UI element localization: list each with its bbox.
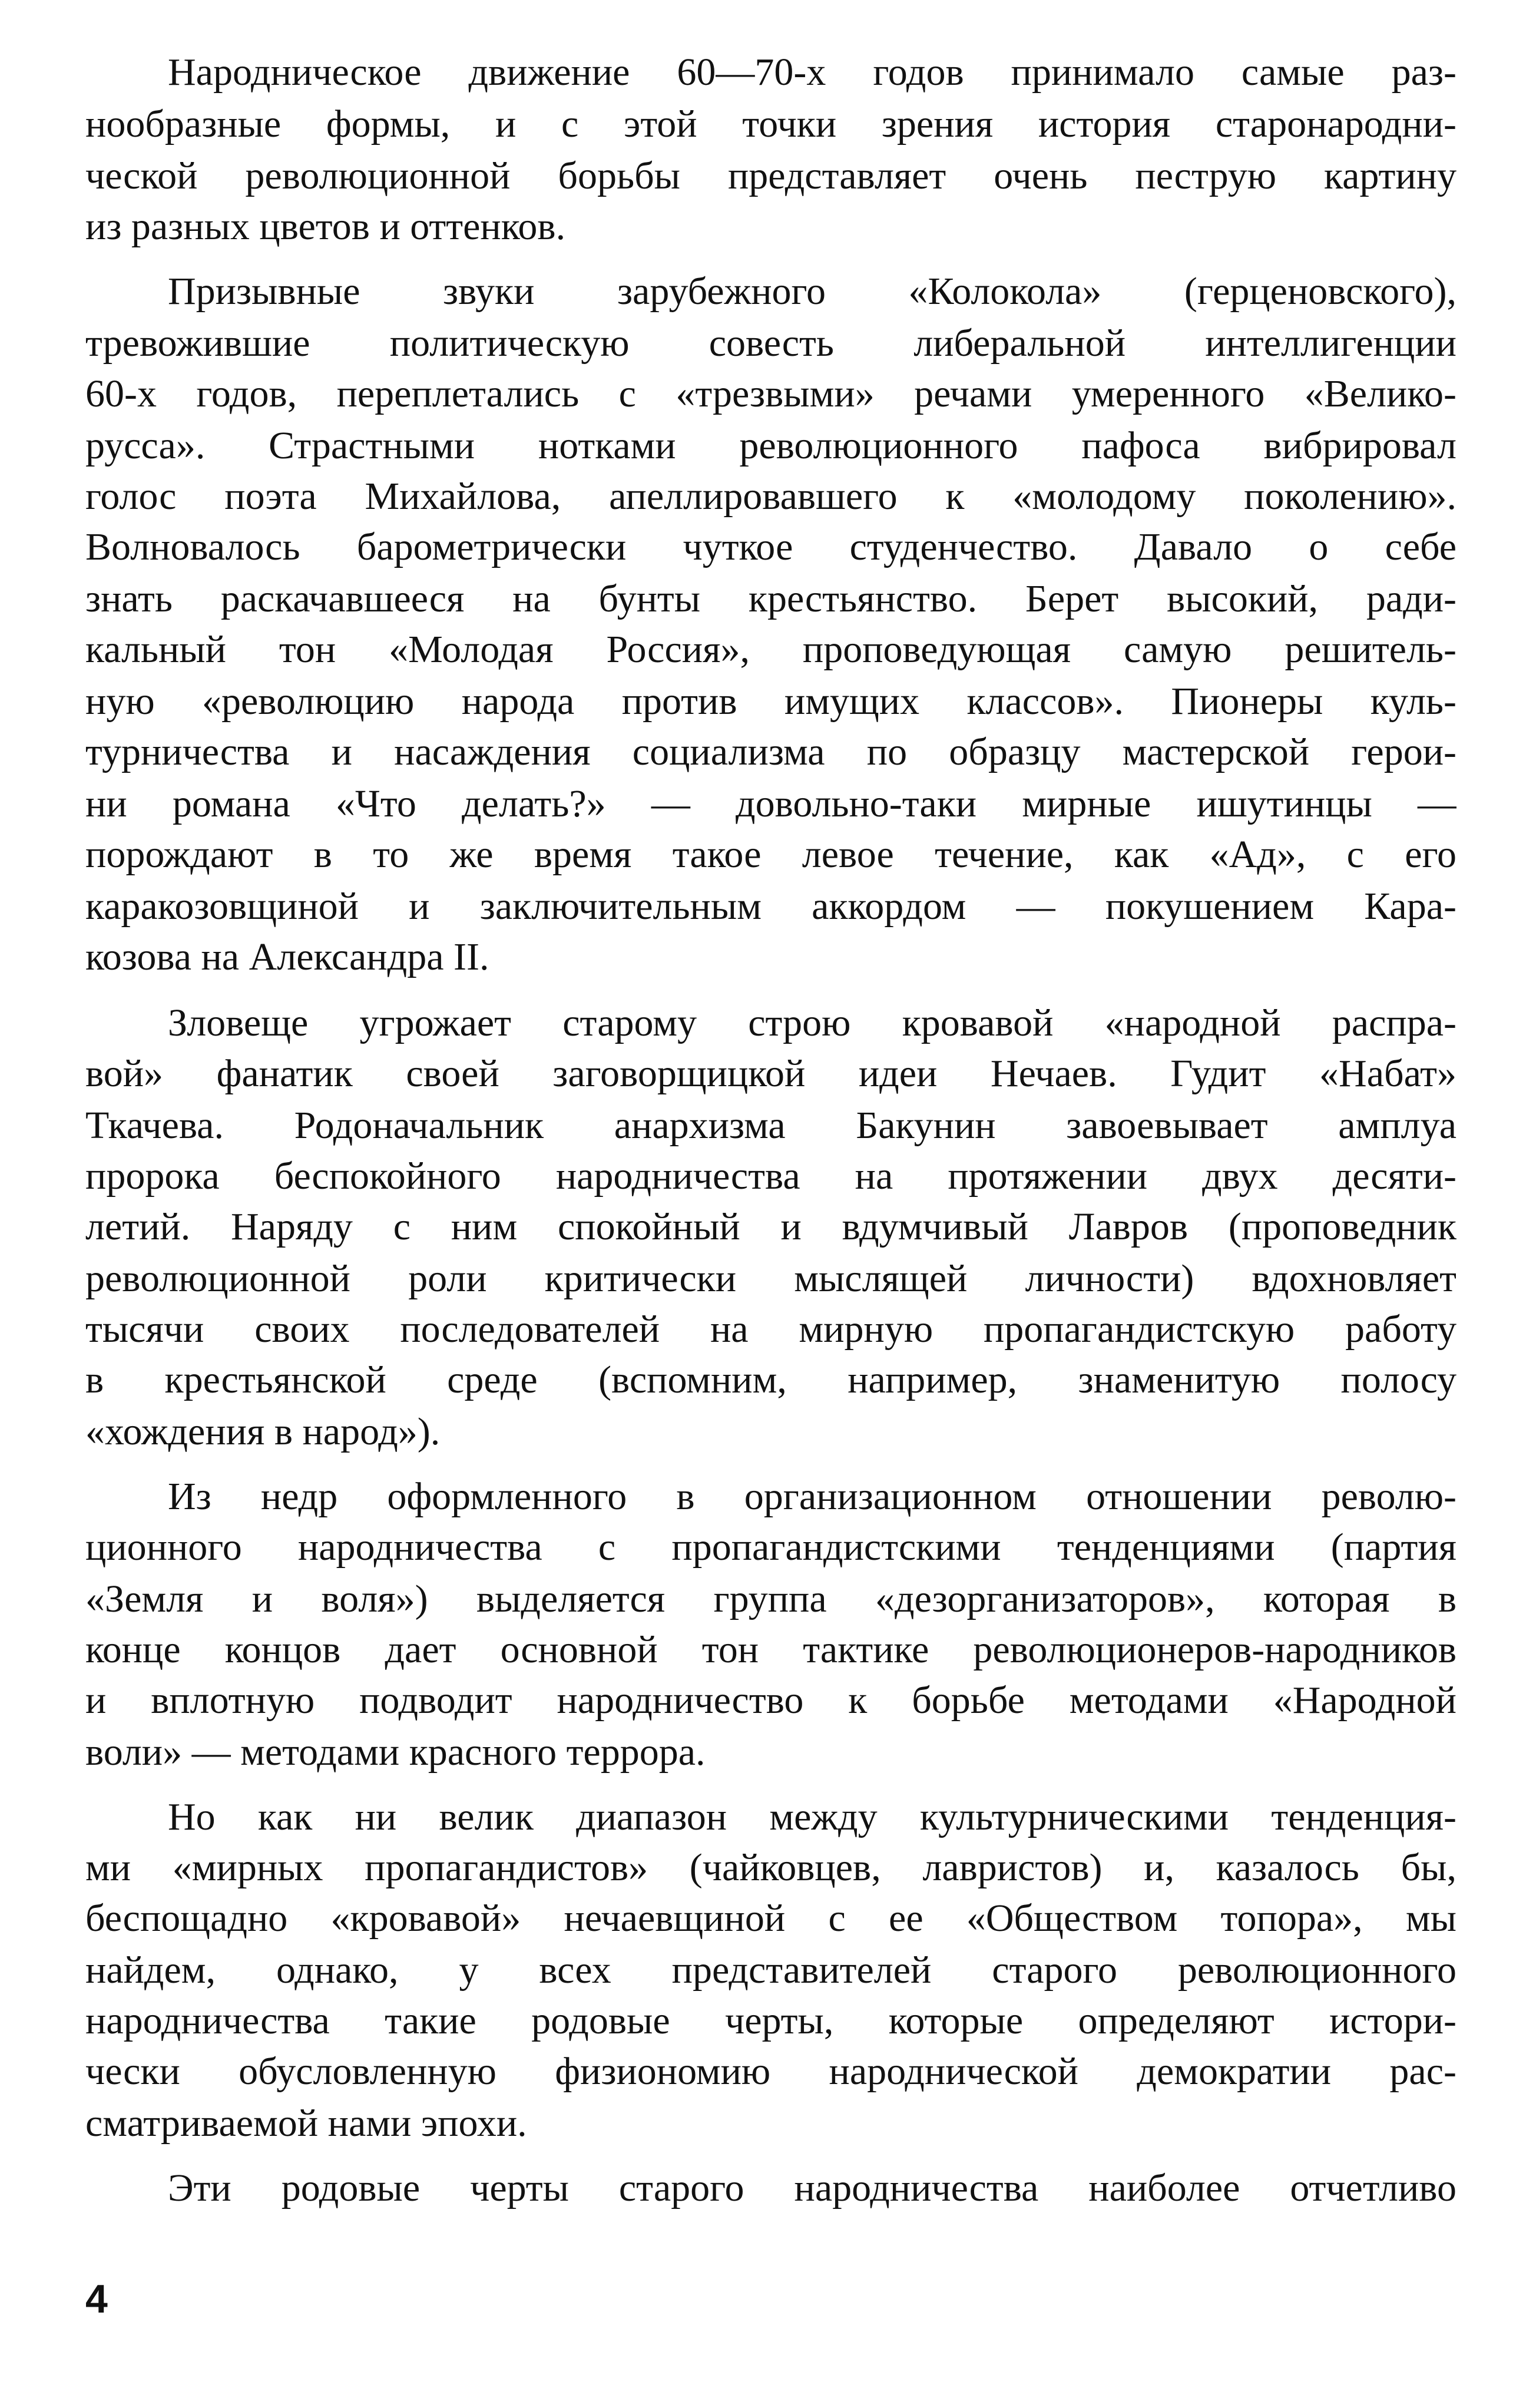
text-line: нообразные формы, и с этой точки зрения история старонародни- — [85, 102, 1456, 145]
text-line: найдем, однако, у всех представителей старого революционного — [85, 1949, 1456, 1992]
text-line: тревожившие политическую совесть либеральной интеллигенции — [85, 322, 1456, 365]
text-line: турничества и насаждения социализма по образцу мастерской герои- — [85, 730, 1456, 773]
text-line: Народническое движение 60—70-х годов принимало самые раз- — [168, 51, 1456, 94]
text-line: ционного народничества с пропагандистскими тенденциями (партия — [85, 1526, 1456, 1569]
text-line: революционной роли критически мыслящей личности) вдохновляет — [85, 1257, 1456, 1300]
text-line: знать раскачавшееся на бунты крестьянство. Берет высокий, ради- — [85, 577, 1456, 620]
text-line: Но как ни велик диапазон между культурническими тенденция- — [168, 1795, 1456, 1838]
text-line: сматриваемой нами эпохи. — [85, 2102, 527, 2145]
text-line: каракозовщиной и заключительным аккордом — покушением Кара- — [85, 885, 1456, 928]
text-line: 60-х годов, переплетались с «трезвыми» речами умеренного «Велико- — [85, 372, 1456, 415]
text-line: беспощадно «кровавой» нечаевщиной с ее «Обществом топора», мы — [85, 1897, 1456, 1940]
text-line: конце концов дает основной тон тактике революционеров-народников — [85, 1628, 1456, 1671]
text-line: Волновалось барометрически чуткое студенчество. Давало о себе — [85, 525, 1456, 568]
text-line: козова на Александра II. — [85, 935, 489, 978]
text-line: пророка беспокойного народничества на протяжении двух десяти- — [85, 1155, 1456, 1198]
text-line: и вплотную подводит народничество к борьбе методами «Народной — [85, 1679, 1456, 1722]
text-line: народничества такие родовые черты, которые определяют истори- — [85, 1999, 1456, 2042]
text-line: голос поэта Михайлова, апеллировавшего к «молодому поколению». — [85, 475, 1456, 518]
text-line: вой» фанатик своей заговорщицкой идеи Нечаев. Гудит «Набат» — [85, 1052, 1456, 1095]
text-line: летий. Наряду с ним спокойный и вдумчивый Лавров (проповедник — [85, 1205, 1456, 1248]
text-line: Ткачева. Родоначальник анархизма Бакунин завоевывает амплуа — [85, 1104, 1456, 1147]
text-line: ни романа «Что делать?» — довольно-таки мирные ишутинцы — — [85, 782, 1456, 825]
text-line: Призывные звуки зарубежного «Колокола» (герценовского), — [168, 270, 1456, 313]
text-line: русса». Страстными нотками революционного пафоса вибрировал — [85, 424, 1456, 467]
text-line: чески обусловленную физиономию народнической демократии рас- — [85, 2050, 1456, 2093]
text-line: Из недр оформленного в организационном отношении револю- — [168, 1475, 1456, 1518]
text-line: «Земля и воля») выделяется группа «дезорганизаторов», которая в — [85, 1577, 1456, 1620]
text-line: ми «мирных пропагандистов» (чайковцев, лавристов) и, казалось бы, — [85, 1846, 1456, 1889]
text-line: ческой революционной борьбы представляет очень пеструю картину — [85, 154, 1456, 197]
text-line: порождают в то же время такое левое течение, как «Ад», с его — [85, 833, 1456, 876]
text-line: кальный тон «Молодая Россия», проповедующая самую решитель- — [85, 628, 1456, 671]
text-line: воли» — методами красного террора. — [85, 1731, 706, 1774]
text-line: ную «революцию народа против имущих классов». Пионеры куль- — [85, 680, 1456, 723]
text-line: тысячи своих последователей на мирную пропагандистскую работу — [85, 1308, 1456, 1351]
text-line: в крестьянской среде (вспомним, например, знаменитую полосу — [85, 1358, 1456, 1401]
text-line: Эти родовые черты старого народничества наиболее отчетливо — [168, 2166, 1456, 2209]
text-line: Зловеще угрожает старому строю кровавой «народной распра- — [168, 1001, 1456, 1044]
text-line: «хождения в народ»). — [85, 1410, 441, 1453]
text-line: из разных цветов и оттенков. — [85, 205, 566, 248]
page-number: 4 — [85, 2277, 108, 2321]
